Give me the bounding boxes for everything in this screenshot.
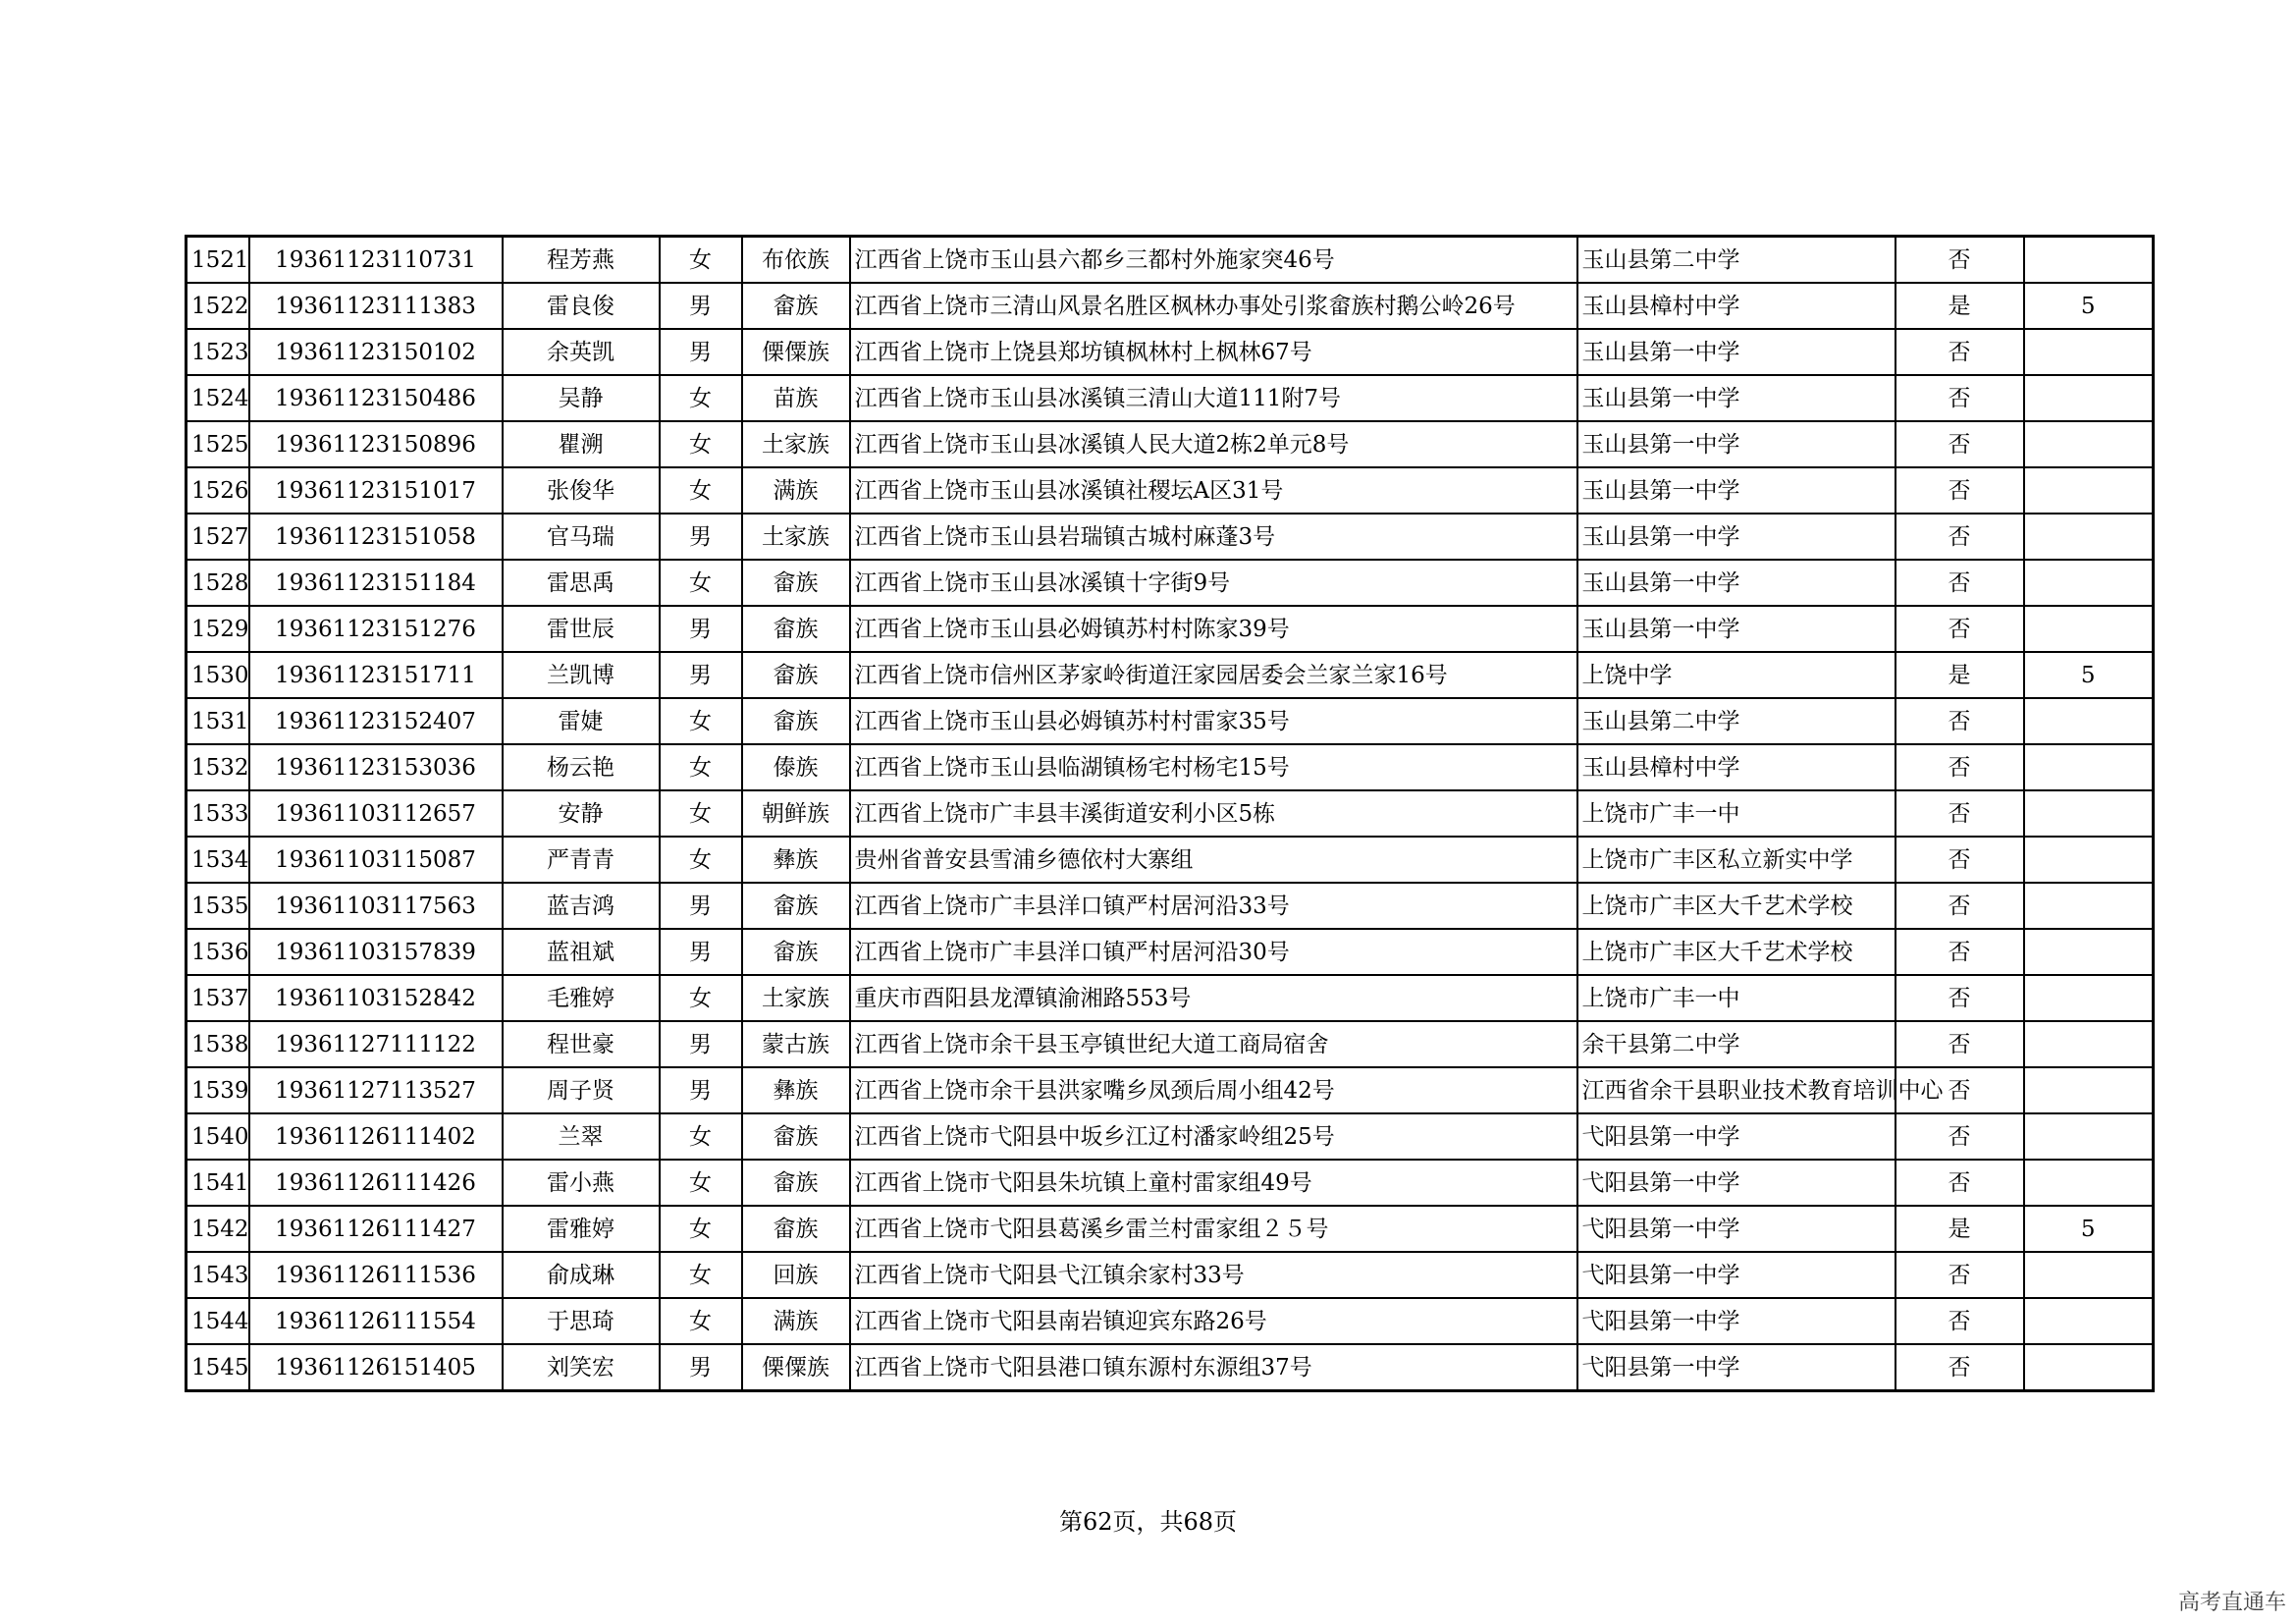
row-name-cell: 程芳燕: [503, 237, 660, 284]
row-bonus-cell: [2024, 606, 2154, 652]
row-id-cell: 19361123150102: [249, 329, 503, 375]
row-bonus-cell: [2024, 1067, 2154, 1113]
row-ethnicity-cell: 布依族: [742, 237, 850, 284]
row-flag-cell: 否: [1896, 1067, 2024, 1113]
row-seq-cell: 1539: [187, 1067, 249, 1113]
row-address-cell: 江西省上饶市信州区茅家岭街道汪家园居委会兰家兰家16号: [850, 652, 1577, 698]
row-school-cell: 江西省余干县职业技术教育培训中心: [1577, 1067, 1896, 1113]
row-id-cell: 19361123153036: [249, 744, 503, 790]
row-bonus-cell: [2024, 1160, 2154, 1206]
row-flag-cell: 是: [1896, 283, 2024, 329]
row-flag-cell: 否: [1896, 1021, 2024, 1067]
row-seq-cell: 1534: [187, 837, 249, 883]
row-seq-cell: 1525: [187, 421, 249, 467]
row-gender-cell: 男: [660, 329, 742, 375]
row-school-cell: 弋阳县第一中学: [1577, 1298, 1896, 1344]
row-name-cell: 余英凯: [503, 329, 660, 375]
row-ethnicity-cell: 彝族: [742, 1067, 850, 1113]
watermark-text: 高考直通车: [2177, 1591, 2286, 1615]
row-id-cell: 19361123151017: [249, 467, 503, 514]
row-id-cell: 19361123151058: [249, 514, 503, 560]
row-ethnicity-cell: 畲族: [742, 883, 850, 929]
row-address-cell: 江西省上饶市玉山县冰溪镇人民大道2栋2单元8号: [850, 421, 1577, 467]
page-number: 第62页，共68页: [1058, 1508, 1238, 1536]
row-seq-cell: 1544: [187, 1298, 249, 1344]
row-school-cell: 弋阳县第一中学: [1577, 1113, 1896, 1160]
row-gender-cell: 女: [660, 1252, 742, 1298]
row-gender-cell: 女: [660, 1206, 742, 1252]
row-name-cell: 瞿溯: [503, 421, 660, 467]
row-bonus-cell: [2024, 560, 2154, 606]
row-seq-cell: 1521: [187, 237, 249, 284]
row-flag-cell: 否: [1896, 883, 2024, 929]
row-gender-cell: 女: [660, 1113, 742, 1160]
row-gender-cell: 男: [660, 1344, 742, 1391]
row-id-cell: 19361123150486: [249, 375, 503, 421]
row-gender-cell: 男: [660, 652, 742, 698]
row-id-cell: 19361103112657: [249, 790, 503, 837]
row-address-cell: 江西省上饶市玉山县必姆镇苏村村陈家39号: [850, 606, 1577, 652]
row-flag-cell: 否: [1896, 329, 2024, 375]
row-name-cell: 安静: [503, 790, 660, 837]
row-id-cell: 19361123110731: [249, 237, 503, 284]
row-name-cell: 严青青: [503, 837, 660, 883]
row-id-cell: 19361103117563: [249, 883, 503, 929]
row-id-cell: 19361103115087: [249, 837, 503, 883]
row-bonus-cell: 5: [2024, 1206, 2154, 1252]
row-name-cell: 雷良俊: [503, 283, 660, 329]
row-name-cell: 蓝祖斌: [503, 929, 660, 975]
table-row: [187, 1067, 2154, 1113]
row-address-cell: 江西省上饶市玉山县岩瑞镇古城村麻蓬3号: [850, 514, 1577, 560]
row-gender-cell: 女: [660, 837, 742, 883]
row-seq-cell: 1537: [187, 975, 249, 1021]
table-row: [187, 1021, 2154, 1067]
row-address-cell: 江西省上饶市广丰县洋口镇严村居河沿30号: [850, 929, 1577, 975]
row-ethnicity-cell: 土家族: [742, 421, 850, 467]
row-bonus-cell: [2024, 975, 2154, 1021]
row-address-cell: 江西省上饶市广丰县洋口镇严村居河沿33号: [850, 883, 1577, 929]
row-address-cell: 江西省上饶市弋阳县南岩镇迎宾东路26号: [850, 1298, 1577, 1344]
row-address-cell: 江西省上饶市玉山县冰溪镇三清山大道111附7号: [850, 375, 1577, 421]
row-flag-cell: 否: [1896, 467, 2024, 514]
row-name-cell: 俞成琳: [503, 1252, 660, 1298]
row-seq-cell: 1545: [187, 1344, 249, 1391]
table-row: [187, 790, 2154, 837]
row-name-cell: 兰凯博: [503, 652, 660, 698]
row-ethnicity-cell: 满族: [742, 467, 850, 514]
row-seq-cell: 1529: [187, 606, 249, 652]
row-ethnicity-cell: 苗族: [742, 375, 850, 421]
row-bonus-cell: [2024, 467, 2154, 514]
row-seq-cell: 1538: [187, 1021, 249, 1067]
row-name-cell: 吴静: [503, 375, 660, 421]
row-id-cell: 19361123152407: [249, 698, 503, 744]
row-name-cell: 兰翠: [503, 1113, 660, 1160]
row-id-cell: 19361126111402: [249, 1113, 503, 1160]
row-school-cell: 弋阳县第一中学: [1577, 1160, 1896, 1206]
row-address-cell: 江西省上饶市弋阳县朱坑镇上童村雷家组49号: [850, 1160, 1577, 1206]
table-row: [187, 375, 2154, 421]
table-row: [187, 560, 2154, 606]
row-address-cell: 江西省上饶市余干县洪家嘴乡凤颈后周小组42号: [850, 1067, 1577, 1113]
row-bonus-cell: [2024, 929, 2154, 975]
row-seq-cell: 1535: [187, 883, 249, 929]
row-bonus-cell: 5: [2024, 652, 2154, 698]
table-row: [187, 1298, 2154, 1344]
row-address-cell: 江西省上饶市弋阳县中坂乡江辽村潘家岭组25号: [850, 1113, 1577, 1160]
row-flag-cell: 否: [1896, 375, 2024, 421]
roster-table-wrapper: [185, 235, 2152, 1392]
row-school-cell: 上饶市广丰一中: [1577, 975, 1896, 1021]
row-ethnicity-cell: 傈僳族: [742, 329, 850, 375]
row-bonus-cell: [2024, 514, 2154, 560]
row-address-cell: 江西省上饶市玉山县冰溪镇十字街9号: [850, 560, 1577, 606]
table-row: [187, 1206, 2154, 1252]
row-flag-cell: 否: [1896, 1298, 2024, 1344]
row-seq-cell: 1522: [187, 283, 249, 329]
row-ethnicity-cell: 畲族: [742, 698, 850, 744]
row-gender-cell: 男: [660, 514, 742, 560]
row-gender-cell: 男: [660, 929, 742, 975]
table-row: [187, 237, 2154, 284]
row-id-cell: 19361123151184: [249, 560, 503, 606]
row-bonus-cell: [2024, 1344, 2154, 1391]
row-address-cell: 江西省上饶市余干县玉亭镇世纪大道工商局宿舍: [850, 1021, 1577, 1067]
row-bonus-cell: [2024, 1113, 2154, 1160]
row-name-cell: 周子贤: [503, 1067, 660, 1113]
table-row: [187, 744, 2154, 790]
row-school-cell: 玉山县第一中学: [1577, 375, 1896, 421]
table-row: [187, 606, 2154, 652]
table-row: [187, 283, 2154, 329]
row-ethnicity-cell: 傣族: [742, 744, 850, 790]
row-address-cell: 江西省上饶市玉山县必姆镇苏村村雷家35号: [850, 698, 1577, 744]
row-bonus-cell: [2024, 237, 2154, 284]
row-ethnicity-cell: 满族: [742, 1298, 850, 1344]
row-name-cell: 雷婕: [503, 698, 660, 744]
row-school-cell: 玉山县第二中学: [1577, 698, 1896, 744]
table-row: [187, 1113, 2154, 1160]
row-school-cell: 弋阳县第一中学: [1577, 1344, 1896, 1391]
row-gender-cell: 男: [660, 283, 742, 329]
row-school-cell: 玉山县樟村中学: [1577, 744, 1896, 790]
row-ethnicity-cell: 畲族: [742, 606, 850, 652]
row-seq-cell: 1523: [187, 329, 249, 375]
row-seq-cell: 1543: [187, 1252, 249, 1298]
row-gender-cell: 女: [660, 698, 742, 744]
row-ethnicity-cell: 蒙古族: [742, 1021, 850, 1067]
row-school-cell: 上饶市广丰一中: [1577, 790, 1896, 837]
row-ethnicity-cell: 畲族: [742, 929, 850, 975]
row-flag-cell: 否: [1896, 1160, 2024, 1206]
row-school-cell: 玉山县樟村中学: [1577, 283, 1896, 329]
row-flag-cell: 否: [1896, 744, 2024, 790]
row-school-cell: 玉山县第一中学: [1577, 560, 1896, 606]
row-ethnicity-cell: 土家族: [742, 514, 850, 560]
row-gender-cell: 女: [660, 560, 742, 606]
row-id-cell: 19361127111122: [249, 1021, 503, 1067]
row-id-cell: 19361126111426: [249, 1160, 503, 1206]
row-address-cell: 江西省上饶市玉山县冰溪镇社稷坛A区31号: [850, 467, 1577, 514]
row-ethnicity-cell: 彝族: [742, 837, 850, 883]
row-school-cell: 玉山县第一中学: [1577, 421, 1896, 467]
row-seq-cell: 1531: [187, 698, 249, 744]
table-row: [187, 421, 2154, 467]
row-name-cell: 毛雅婷: [503, 975, 660, 1021]
row-name-cell: 官马瑞: [503, 514, 660, 560]
row-gender-cell: 女: [660, 744, 742, 790]
row-ethnicity-cell: 畲族: [742, 652, 850, 698]
table-row: [187, 1160, 2154, 1206]
row-gender-cell: 女: [660, 1160, 742, 1206]
row-gender-cell: 女: [660, 421, 742, 467]
row-ethnicity-cell: 畲族: [742, 283, 850, 329]
row-flag-cell: 否: [1896, 790, 2024, 837]
row-name-cell: 雷小燕: [503, 1160, 660, 1206]
row-flag-cell: 是: [1896, 1206, 2024, 1252]
row-bonus-cell: 5: [2024, 283, 2154, 329]
row-id-cell: 19361123111383: [249, 283, 503, 329]
row-id-cell: 19361126111554: [249, 1298, 503, 1344]
row-gender-cell: 女: [660, 975, 742, 1021]
row-ethnicity-cell: 傈僳族: [742, 1344, 850, 1391]
row-gender-cell: 男: [660, 883, 742, 929]
row-bonus-cell: [2024, 421, 2154, 467]
table-row: [187, 329, 2154, 375]
row-ethnicity-cell: 回族: [742, 1252, 850, 1298]
row-bonus-cell: [2024, 883, 2154, 929]
row-name-cell: 刘笑宏: [503, 1344, 660, 1391]
row-gender-cell: 男: [660, 1067, 742, 1113]
row-name-cell: 程世豪: [503, 1021, 660, 1067]
row-gender-cell: 女: [660, 375, 742, 421]
row-gender-cell: 男: [660, 606, 742, 652]
row-seq-cell: 1533: [187, 790, 249, 837]
row-seq-cell: 1536: [187, 929, 249, 975]
table-row: [187, 652, 2154, 698]
row-id-cell: 19361126151405: [249, 1344, 503, 1391]
row-seq-cell: 1532: [187, 744, 249, 790]
row-ethnicity-cell: 土家族: [742, 975, 850, 1021]
row-address-cell: 江西省上饶市弋阳县弋江镇余家村33号: [850, 1252, 1577, 1298]
row-school-cell: 上饶市广丰区私立新实中学: [1577, 837, 1896, 883]
row-seq-cell: 1530: [187, 652, 249, 698]
row-gender-cell: 女: [660, 467, 742, 514]
row-school-cell: 玉山县第一中学: [1577, 467, 1896, 514]
row-seq-cell: 1524: [187, 375, 249, 421]
row-ethnicity-cell: 畲族: [742, 1160, 850, 1206]
row-name-cell: 雷世辰: [503, 606, 660, 652]
row-school-cell: 玉山县第一中学: [1577, 606, 1896, 652]
row-bonus-cell: [2024, 329, 2154, 375]
row-name-cell: 雷思禹: [503, 560, 660, 606]
roster-body: [187, 237, 2154, 1391]
row-flag-cell: 否: [1896, 975, 2024, 1021]
row-school-cell: 上饶市广丰区大千艺术学校: [1577, 929, 1896, 975]
row-address-cell: 江西省上饶市玉山县六都乡三都村外施家突46号: [850, 237, 1577, 284]
row-address-cell: 江西省上饶市上饶县郑坊镇枫林村上枫林67号: [850, 329, 1577, 375]
table-row: [187, 883, 2154, 929]
row-flag-cell: 否: [1896, 1344, 2024, 1391]
row-address-cell: 贵州省普安县雪浦乡德依村大寨组: [850, 837, 1577, 883]
row-flag-cell: 否: [1896, 514, 2024, 560]
row-seq-cell: 1527: [187, 514, 249, 560]
table-row: [187, 514, 2154, 560]
row-name-cell: 蓝吉鸿: [503, 883, 660, 929]
row-id-cell: 19361126111427: [249, 1206, 503, 1252]
row-bonus-cell: [2024, 744, 2154, 790]
row-school-cell: 上饶市广丰区大千艺术学校: [1577, 883, 1896, 929]
row-ethnicity-cell: 畲族: [742, 1206, 850, 1252]
student-roster-table: [185, 235, 2155, 1392]
row-school-cell: 玉山县第二中学: [1577, 237, 1896, 284]
row-school-cell: 玉山县第一中学: [1577, 329, 1896, 375]
row-bonus-cell: [2024, 1298, 2154, 1344]
row-name-cell: 雷雅婷: [503, 1206, 660, 1252]
row-school-cell: 余干县第二中学: [1577, 1021, 1896, 1067]
row-address-cell: 江西省上饶市弋阳县港口镇东源村东源组37号: [850, 1344, 1577, 1391]
row-id-cell: 19361103152842: [249, 975, 503, 1021]
row-seq-cell: 1528: [187, 560, 249, 606]
row-seq-cell: 1541: [187, 1160, 249, 1206]
row-school-cell: 弋阳县第一中学: [1577, 1252, 1896, 1298]
row-seq-cell: 1542: [187, 1206, 249, 1252]
row-name-cell: 张俊华: [503, 467, 660, 514]
row-id-cell: 19361123151711: [249, 652, 503, 698]
table-row: [187, 975, 2154, 1021]
row-ethnicity-cell: 畲族: [742, 1113, 850, 1160]
row-address-cell: 江西省上饶市广丰县丰溪街道安利小区5栋: [850, 790, 1577, 837]
table-row: [187, 1344, 2154, 1391]
row-bonus-cell: [2024, 1252, 2154, 1298]
row-gender-cell: 女: [660, 790, 742, 837]
row-flag-cell: 否: [1896, 837, 2024, 883]
row-address-cell: 江西省上饶市三清山风景名胜区枫林办事处引浆畲族村鹅公岭26号: [850, 283, 1577, 329]
row-school-cell: 玉山县第一中学: [1577, 514, 1896, 560]
row-flag-cell: 否: [1896, 698, 2024, 744]
row-bonus-cell: [2024, 837, 2154, 883]
row-bonus-cell: [2024, 375, 2154, 421]
row-ethnicity-cell: 畲族: [742, 560, 850, 606]
row-flag-cell: 否: [1896, 1252, 2024, 1298]
row-name-cell: 于思琦: [503, 1298, 660, 1344]
row-bonus-cell: [2024, 698, 2154, 744]
row-gender-cell: 男: [660, 1021, 742, 1067]
row-seq-cell: 1540: [187, 1113, 249, 1160]
table-row: [187, 698, 2154, 744]
row-gender-cell: 女: [660, 237, 742, 284]
row-address-cell: 江西省上饶市玉山县临湖镇杨宅村杨宅15号: [850, 744, 1577, 790]
table-row: [187, 837, 2154, 883]
row-gender-cell: 女: [660, 1298, 742, 1344]
row-flag-cell: 否: [1896, 606, 2024, 652]
row-seq-cell: 1526: [187, 467, 249, 514]
row-flag-cell: 否: [1896, 421, 2024, 467]
row-flag-cell: 否: [1896, 560, 2024, 606]
row-id-cell: 19361123151276: [249, 606, 503, 652]
row-flag-cell: 是: [1896, 652, 2024, 698]
row-school-cell: 上饶中学: [1577, 652, 1896, 698]
row-address-cell: 重庆市酉阳县龙潭镇渝湘路553号: [850, 975, 1577, 1021]
row-flag-cell: 否: [1896, 237, 2024, 284]
table-row: [187, 467, 2154, 514]
table-row: [187, 1252, 2154, 1298]
row-school-cell: 弋阳县第一中学: [1577, 1206, 1896, 1252]
row-bonus-cell: [2024, 790, 2154, 837]
row-flag-cell: 否: [1896, 929, 2024, 975]
row-address-cell: 江西省上饶市弋阳县葛溪乡雷兰村雷家组２５号: [850, 1206, 1577, 1252]
row-id-cell: 19361103157839: [249, 929, 503, 975]
table-row: [187, 929, 2154, 975]
row-name-cell: 杨云艳: [503, 744, 660, 790]
row-flag-cell: 否: [1896, 1113, 2024, 1160]
row-id-cell: 19361127113527: [249, 1067, 503, 1113]
row-id-cell: 19361126111536: [249, 1252, 503, 1298]
row-ethnicity-cell: 朝鲜族: [742, 790, 850, 837]
row-id-cell: 19361123150896: [249, 421, 503, 467]
row-bonus-cell: [2024, 1021, 2154, 1067]
